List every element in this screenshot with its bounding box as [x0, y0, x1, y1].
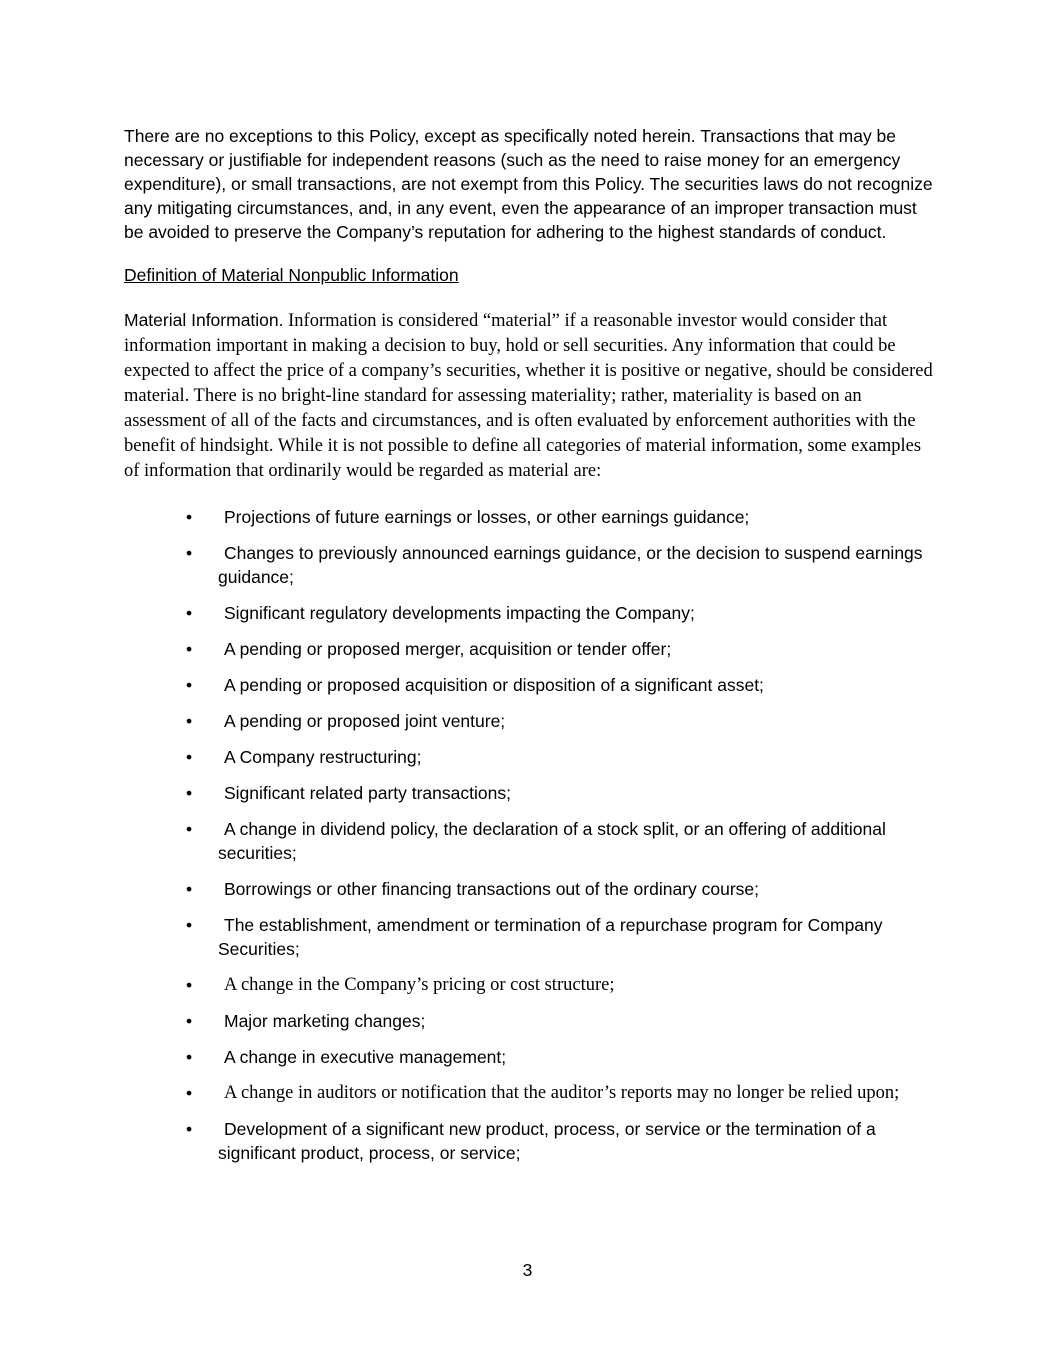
bullet-icon: •: [186, 975, 193, 995]
list-item-text: A change in the Company’s pricing or cost structure;: [224, 975, 615, 995]
list-item-text: A pending or proposed merger, acquisition or tender offer;: [224, 639, 672, 659]
list-item: [124, 817, 936, 865]
list-item-text: Development of a significant new product, process, or service or the termination of a significant product, process, or service;: [218, 1119, 876, 1163]
bullet-icon: •: [186, 1011, 193, 1031]
list-item: [124, 505, 936, 529]
list-item: [124, 709, 936, 733]
bullet-icon: •: [186, 915, 193, 935]
bullet-icon: •: [186, 711, 193, 731]
bullet-icon: •: [186, 507, 193, 527]
bullet-icon: •: [186, 1083, 193, 1103]
paragraph-body: Information is considered “material” if a reasonable investor would consider that information important in making a decision to buy, hold or sell securities. Any information that could be expected to affect the price of a company’s securities, whether it is positive or negative, should be considered material. There is no bright-line standard for assessing materiality; rather, materiality is based on an assessment of all of the facts and circumstances, and is often evaluated by enforcement authorities with the benefit of hindsight. While it is not possible to define all categories of material information, some examples of information that ordinarily would be regarded as material are:: [124, 311, 933, 481]
list-item-text: The establishment, amendment or termination of a repurchase program for Company Securities;: [218, 915, 883, 959]
list-item-text: A Company restructuring;: [224, 747, 422, 767]
list-item-text: Major marketing changes;: [224, 1011, 426, 1031]
list-item: [124, 877, 936, 901]
bullet-icon: •: [186, 603, 193, 623]
paragraph-lead: Material Information.: [124, 310, 284, 330]
list-item: [124, 1081, 936, 1105]
bullet-icon: •: [186, 783, 193, 803]
list-item-text: Borrowings or other financing transactions out of the ordinary course;: [224, 879, 760, 899]
list-item: [124, 601, 936, 625]
list-item: [124, 1045, 936, 1069]
list-item: [124, 745, 936, 769]
bullet-icon: •: [186, 675, 193, 695]
bullet-icon: •: [186, 1119, 193, 1139]
paragraph-material-information: [124, 308, 936, 483]
list-item-text: Significant related party transactions;: [224, 783, 511, 803]
list-item: [124, 913, 936, 961]
paragraph-no-exceptions: There are no exceptions to this Policy, except as specifically noted herein. Transactions that may be necessary or justifiable for independent reasons (such as the need to raise money for an emergency expenditure), or small transactions, are not exempt from this Policy. The securities laws do not recognize any mitigating circumstances, and, in any event, even the appearance of an improper transaction must be avoided to preserve the Company’s reputation for adhering to the highest standards of conduct.: [124, 126, 933, 242]
list-item: [124, 541, 936, 589]
list-item: [124, 781, 936, 805]
list-item-text: A pending or proposed joint venture;: [224, 711, 506, 731]
document-page: [124, 124, 936, 1177]
list-item-text: Changes to previously announced earnings guidance, or the decision to suspend earnings guidance;: [218, 543, 923, 587]
bullet-icon: •: [186, 819, 193, 839]
bullet-icon: •: [186, 543, 193, 563]
list-item: [124, 1117, 936, 1165]
list-item: [124, 973, 936, 997]
bullet-icon: •: [186, 1047, 193, 1067]
list-item-text: A change in dividend policy, the declaration of a stock split, or an offering of additional securities;: [218, 819, 886, 863]
material-examples-list: [124, 505, 936, 1165]
bullet-icon: •: [186, 747, 193, 767]
bullet-icon: •: [186, 879, 193, 899]
list-item-text: Significant regulatory developments impacting the Company;: [224, 603, 695, 623]
page-number: 3: [522, 1260, 533, 1280]
list-item-text: A change in auditors or notification that the auditor’s reports may no longer be relied upon;: [224, 1083, 900, 1103]
list-item: [124, 673, 936, 697]
list-item-text: Projections of future earnings or losses, or other earnings guidance;: [224, 507, 750, 527]
section-heading: Definition of Material Nonpublic Information: [124, 265, 459, 285]
list-item-text: A change in executive management;: [224, 1047, 507, 1067]
list-item-text: A pending or proposed acquisition or disposition of a significant asset;: [224, 675, 764, 695]
list-item: [124, 637, 936, 661]
bullet-icon: •: [186, 639, 193, 659]
list-item: [124, 1009, 936, 1033]
